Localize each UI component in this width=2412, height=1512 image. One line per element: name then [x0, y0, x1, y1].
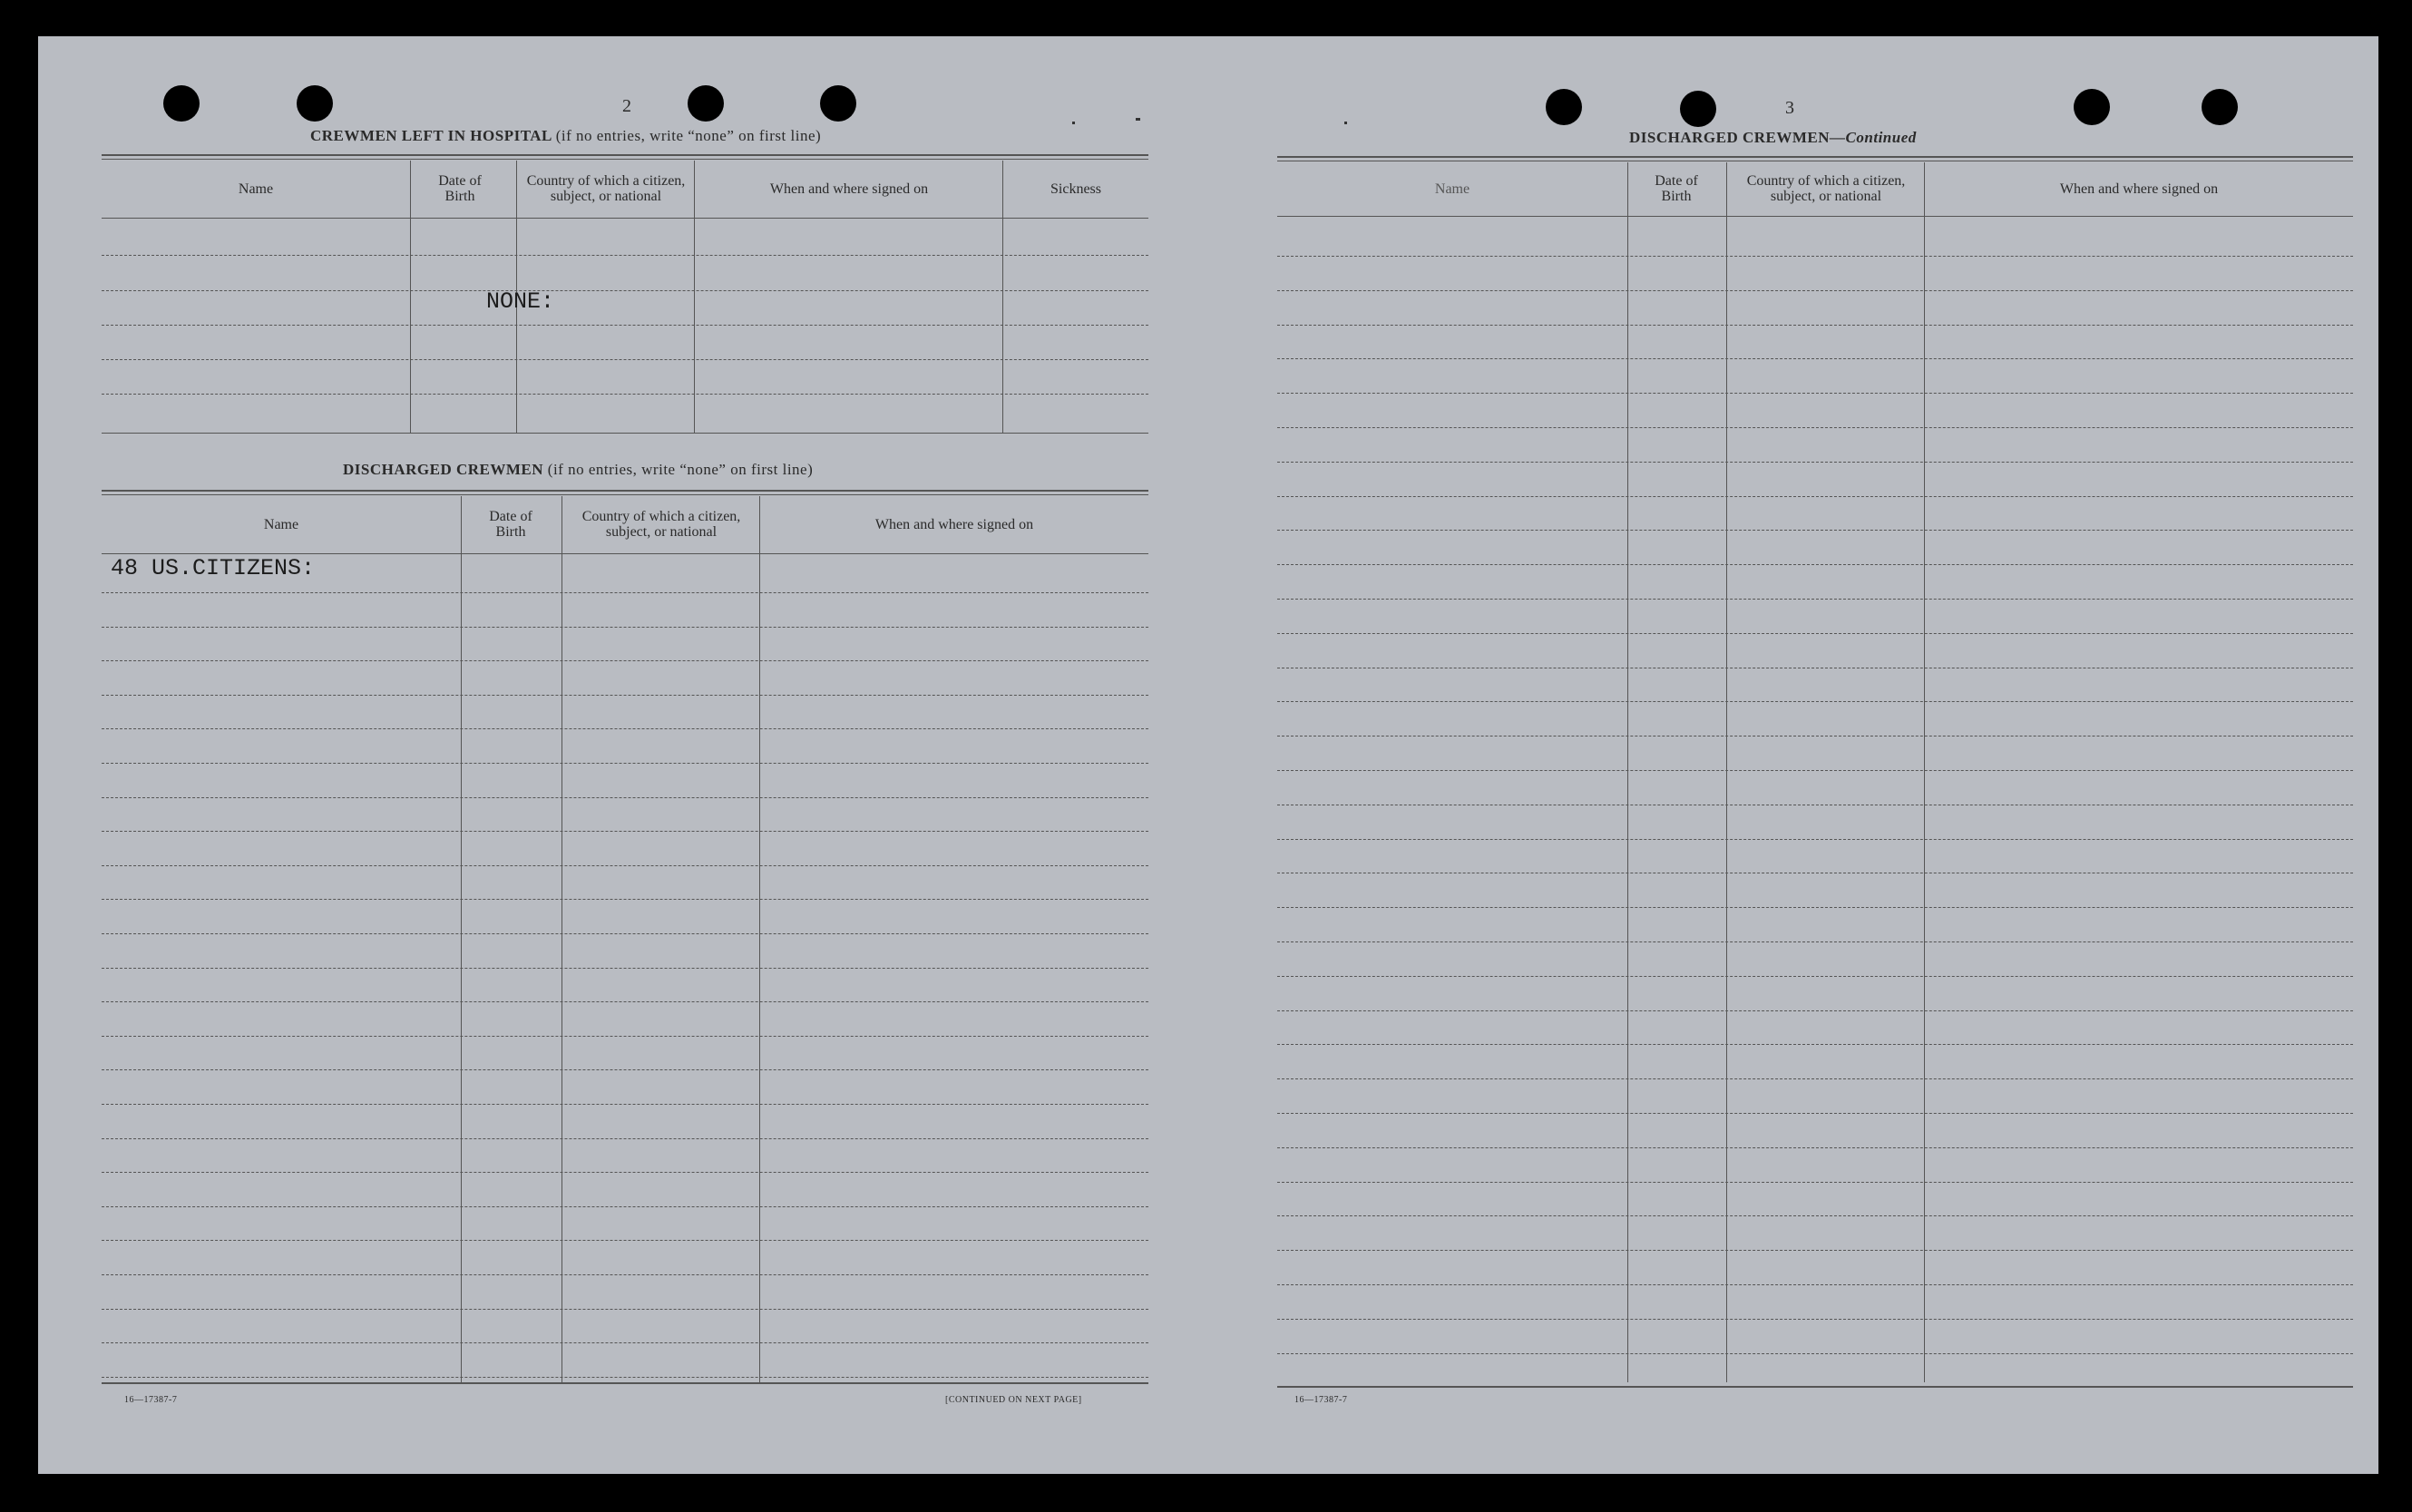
column-header-date-of-birth: Date of Birth [489, 509, 532, 540]
column-divider [410, 161, 411, 433]
row-line [1277, 633, 2353, 634]
form-number: 16—17387-7 [1294, 1395, 1348, 1405]
punch-hole [688, 85, 724, 122]
row-line [102, 1274, 1148, 1275]
row-line [102, 255, 1148, 256]
row-line [102, 1342, 1148, 1343]
column-divider [561, 496, 562, 1382]
table-bottom-rule [102, 1382, 1148, 1384]
discharged-subtitle-text: (if no entries, write “none” on first line) [547, 461, 814, 478]
row-line [102, 394, 1148, 395]
row-line [102, 1138, 1148, 1139]
table-bottom-rule [1277, 1386, 2353, 1388]
row-line [1277, 1010, 2353, 1011]
row-line [102, 831, 1148, 832]
row-line [1277, 462, 2353, 463]
row-line [102, 592, 1148, 593]
row-line [1277, 1044, 2353, 1045]
row-line [102, 763, 1148, 764]
row-line [1277, 770, 2353, 771]
row-line [102, 627, 1148, 628]
row-line [102, 865, 1148, 866]
column-header-signed-on: When and where signed on [2059, 180, 2219, 197]
page-number: 3 [1785, 98, 1794, 118]
row-line [102, 325, 1148, 326]
hospital-title-text: CREWMEN LEFT IN HOSPITAL [310, 127, 552, 144]
row-line [102, 1240, 1148, 1241]
hospital-section-title [310, 127, 821, 145]
document-sheet [38, 36, 2378, 1474]
ink-mark [1072, 122, 1075, 124]
row-line [102, 1309, 1148, 1310]
column-divider [1627, 162, 1628, 1382]
row-line [1277, 530, 2353, 531]
discharged-title-text: DISCHARGED CREWMEN [343, 461, 544, 478]
row-line [102, 290, 1148, 291]
header-rule [102, 553, 1148, 554]
column-header-date-of-birth: Date of Birth [438, 173, 482, 204]
row-line [102, 660, 1148, 661]
header-rule [102, 218, 1148, 219]
row-line [102, 933, 1148, 934]
ink-mark [1344, 122, 1347, 124]
row-line [1277, 1182, 2353, 1183]
discharged-section-title [343, 461, 813, 479]
continued-text: —Continued [1830, 129, 1917, 146]
column-header-name: Name [238, 180, 274, 197]
row-line [102, 1104, 1148, 1105]
column-header-signed-on: When and where signed on [874, 516, 1034, 532]
punch-hole [2074, 89, 2110, 125]
row-line [102, 728, 1148, 729]
column-header-country: Country of which a citizen, subject, or national [1746, 173, 1906, 204]
column-header-name: Name [1434, 180, 1470, 197]
row-line [1277, 290, 2353, 291]
row-line [1277, 325, 2353, 326]
table-top-rule [102, 490, 1148, 492]
column-header-country: Country of which a citizen, subject, or national [581, 509, 741, 540]
header-rule [1277, 216, 2353, 217]
punch-hole [1680, 91, 1716, 127]
row-line [1277, 1215, 2353, 1216]
row-line [1277, 1250, 2353, 1251]
row-line [1277, 907, 2353, 908]
table-top-rule [1277, 156, 2353, 158]
row-line [1277, 1113, 2353, 1114]
discharged-continued-title [1629, 129, 1917, 147]
row-line [102, 1377, 1148, 1378]
row-line [102, 359, 1148, 360]
row-line [1277, 393, 2353, 394]
continued-note: [CONTINUED ON NEXT PAGE] [945, 1395, 1082, 1405]
row-line [1277, 1319, 2353, 1320]
discharged-entry: 48 US.CITIZENS: [111, 555, 316, 581]
table-top-rule [102, 154, 1148, 156]
column-header-name: Name [263, 516, 299, 532]
ink-mark [1136, 118, 1140, 121]
hospital-entry: NONE: [486, 288, 555, 315]
row-line [102, 968, 1148, 969]
row-line [1277, 701, 2353, 702]
column-header-signed-on: When and where signed on [769, 180, 929, 197]
column-divider [1002, 161, 1003, 433]
row-line [1277, 976, 2353, 977]
table-top-rule [102, 494, 1148, 495]
punch-hole [297, 85, 333, 122]
row-line [1277, 599, 2353, 600]
punch-hole [820, 85, 856, 122]
row-line [102, 1172, 1148, 1173]
row-line [1277, 496, 2353, 497]
page-number: 2 [622, 96, 631, 116]
row-line [1277, 1147, 2353, 1148]
row-line [102, 1036, 1148, 1037]
column-divider [759, 496, 760, 1382]
column-header-date-of-birth: Date of Birth [1655, 173, 1698, 204]
column-divider [1924, 162, 1925, 1382]
punch-hole [163, 85, 200, 122]
column-divider [461, 496, 462, 1382]
row-line [1277, 941, 2353, 942]
row-line [1277, 358, 2353, 359]
table-bottom-rule [102, 433, 1148, 434]
column-divider [694, 161, 695, 433]
row-line [102, 797, 1148, 798]
row-line [1277, 1284, 2353, 1285]
row-line [1277, 427, 2353, 428]
column-header-country: Country of which a citizen, subject, or national [526, 173, 686, 204]
row-line [1277, 564, 2353, 565]
punch-hole [1546, 89, 1582, 125]
row-line [102, 899, 1148, 900]
table-top-rule [102, 159, 1148, 160]
row-line [102, 1069, 1148, 1070]
form-number: 16—17387-7 [124, 1395, 178, 1405]
punch-hole [2202, 89, 2238, 125]
row-line [1277, 839, 2353, 840]
row-line [102, 1001, 1148, 1002]
row-line [1277, 256, 2353, 257]
row-line [102, 695, 1148, 696]
row-line [102, 1206, 1148, 1207]
row-line [1277, 1353, 2353, 1354]
discharged-title-text: DISCHARGED CREWMEN [1629, 129, 1831, 146]
row-line [1277, 1078, 2353, 1079]
column-header-sickness: Sickness [1050, 180, 1101, 197]
hospital-subtitle-text: (if no entries, write “none” on first line) [555, 127, 822, 144]
column-divider [1726, 162, 1727, 1382]
